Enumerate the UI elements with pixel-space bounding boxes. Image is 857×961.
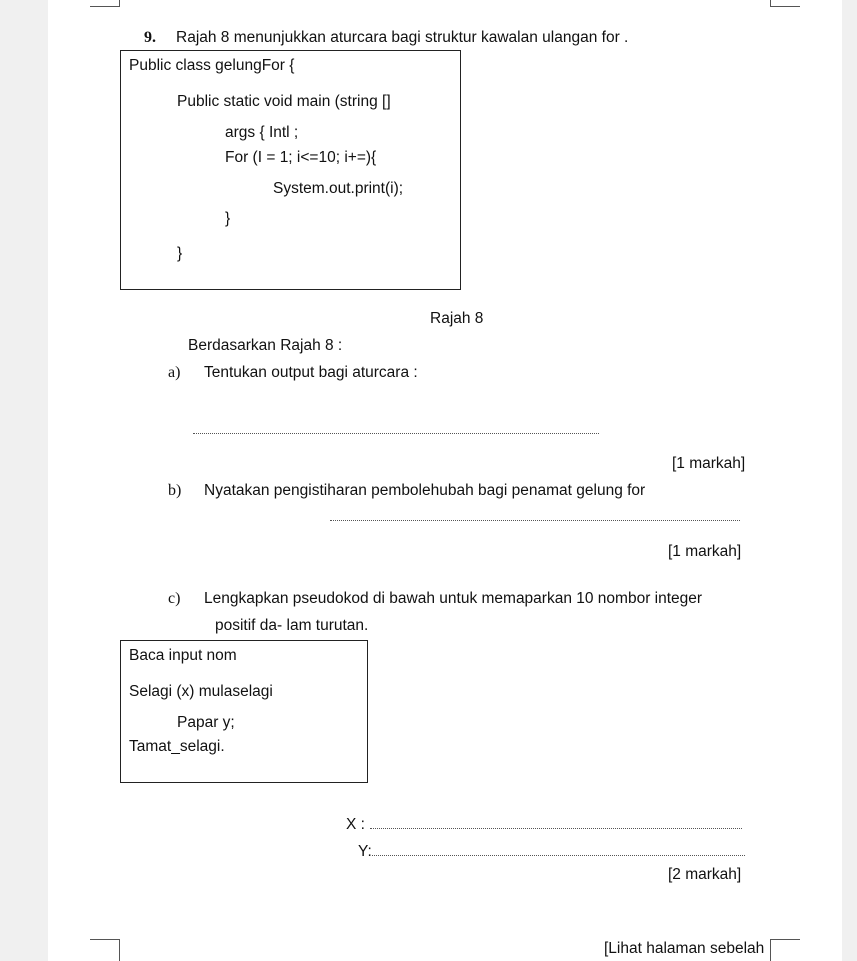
part-b-text: Nyatakan pengistiharan pembolehubah bagi penamat gelung for [204,482,646,499]
code-line: For (I = 1; i<=10; i+=){ [225,149,377,166]
part-a-marks: [1 markah] [672,455,746,472]
code-line: Public class gelungFor { [129,57,295,74]
code-line: } [177,245,183,262]
crop-mark-top-left [90,6,120,7]
crop-mark-top-left-v [119,0,120,7]
question-number: 9. [144,29,156,46]
crop-mark-bottom-right [770,939,800,940]
crop-mark-top-right-v [770,0,771,7]
part-c-marks: [2 markah] [668,866,742,883]
figure-caption: Rajah 8 [430,310,484,327]
part-a-answer-line[interactable] [193,433,599,434]
code-line: Public static void main (string [] [177,93,391,110]
pseudo-line: Baca input nom [129,647,237,664]
intro-text: Berdasarkan Rajah 8 : [188,337,343,354]
part-a-text: Tentukan output bagi aturcara : [204,364,418,381]
pseudo-line: Papar y; [177,714,235,731]
code-line: args { Intl ; [225,124,299,141]
part-b-marks: [1 markah] [668,543,742,560]
code-line: } [225,210,231,227]
x-label: X : [346,816,365,833]
part-b-label: b) [168,482,182,499]
part-c-label: c) [168,590,181,607]
part-c-text-line2: positif da- lam turutan. [215,617,369,634]
crop-mark-top-right [770,6,800,7]
crop-mark-bottom-right-v [770,939,771,961]
crop-mark-bottom-left-v [119,939,120,961]
footer-next-page: [Lihat halaman sebelah [604,940,765,957]
code-line: System.out.print(i); [273,180,404,197]
part-c-text-line1: Lengkapkan pseudokod di bawah untuk memaparkan 10 nombor integer [204,590,703,607]
code-box [120,50,461,290]
crop-mark-bottom-left [90,939,120,940]
y-answer-line[interactable] [372,855,745,856]
pseudo-line: Selagi (x) mulaselagi [129,683,273,700]
pseudo-line: Tamat_selagi. [129,738,225,755]
y-label: Y: [358,843,372,860]
part-a-label: a) [168,364,181,381]
x-answer-line[interactable] [370,828,742,829]
part-b-answer-line[interactable] [330,520,740,521]
question-text: Rajah 8 menunjukkan aturcara bagi struktur kawalan ulangan for . [176,29,629,46]
